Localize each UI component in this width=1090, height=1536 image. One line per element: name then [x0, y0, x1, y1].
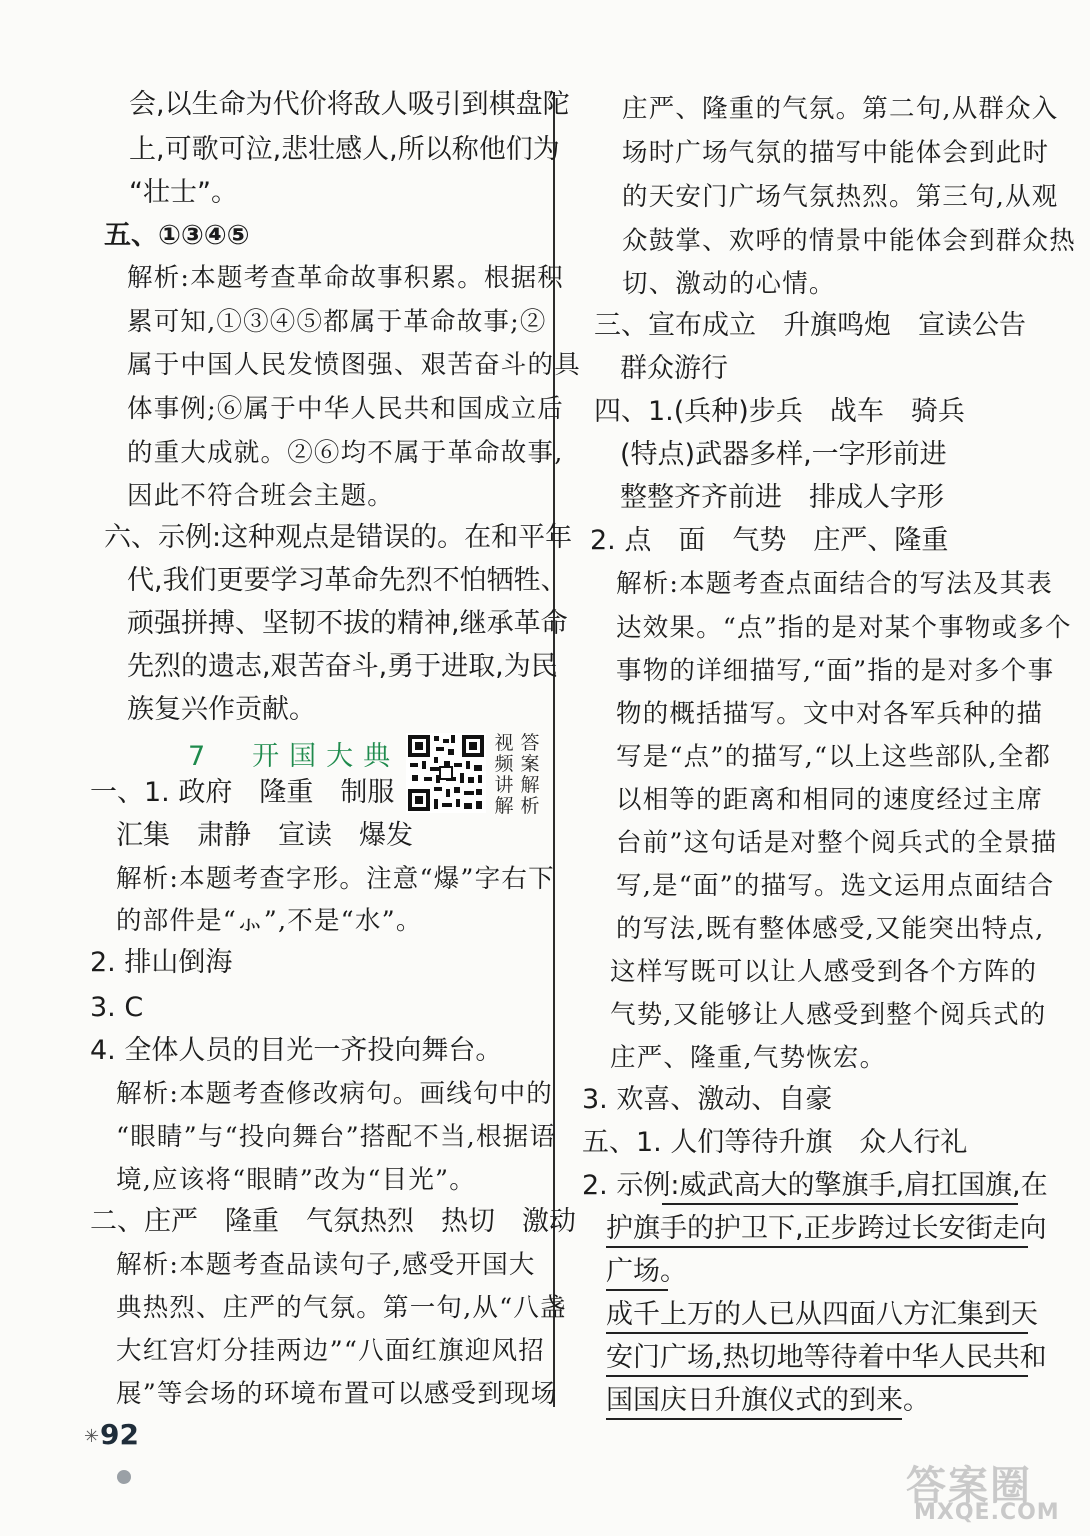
text-line: 广场。 — [606, 1256, 687, 1287]
text-line: 群众游行 — [620, 353, 728, 384]
answer-heading: 二、庄严 隆重 气氛热烈 热切 激动 — [90, 1206, 576, 1237]
analysis-line: “眼睛”与“投向舞台”搭配不当,根据语 — [116, 1122, 557, 1152]
watermark-site: MXQE.COM — [914, 1500, 1060, 1525]
underline-mark — [606, 1246, 1028, 1248]
analysis-line: 解析:本题考查革命故事积累。根据积 — [127, 263, 564, 293]
watermark-logo: 答案圈 — [906, 1463, 1032, 1509]
text-line: 会,以生命为代价将敌人吸引到棋盘陀 — [129, 89, 570, 120]
underline-mark — [606, 1375, 1028, 1377]
text-line: 3. 欢喜、激动、自豪 — [582, 1084, 833, 1115]
text-line: 汇集 肃静 宣读 爆发 — [116, 820, 413, 851]
text-line: 上,可歌可泣,悲壮感人,所以称他们为 — [129, 134, 560, 165]
text-line: 2. 排山倒海 — [90, 947, 233, 978]
text-line: 六、示例:这种观点是错误的。在和平年 — [104, 522, 573, 553]
page-dot-icon — [117, 1470, 131, 1484]
analysis-line: 众鼓掌、欢呼的情景中能体会到群众热 — [622, 226, 1076, 256]
text-line: 3. C — [90, 992, 144, 1023]
analysis-line: 体事例;⑥属于中华人民共和国成立后 — [127, 394, 564, 424]
analysis-line: 台前”这句话是对整个阅兵式的全景描 — [616, 828, 1058, 858]
text-line: 2. 示例:威武高大的擎旗手,肩扛国旗,在 — [582, 1170, 1048, 1201]
underline-mark — [606, 1332, 1028, 1334]
text-line: 顽强拼搏、坚韧不拔的精神,继承革命 — [127, 608, 568, 639]
text-line: 护旗手的护卫下,正步跨过长安街走向 — [606, 1213, 1047, 1244]
text-line: 代,我们更要学习革命先烈不怕牺牲、 — [127, 565, 568, 596]
text-line: 先烈的遗志,艰苦奋斗,勇于进取,为民 — [127, 651, 558, 682]
text-line: 2. 点 面 气势 庄严、隆重 — [590, 525, 949, 556]
analysis-line: 解析:本题考查点面结合的写法及其表 — [616, 569, 1053, 599]
qr-code-icon — [406, 733, 486, 813]
page-number: 92 — [100, 1418, 139, 1451]
decorative-star-icon: ✳ — [84, 1426, 100, 1447]
analysis-line: 事物的详细描写,“面”指的是对多个事 — [616, 656, 1055, 686]
analysis-line: 达效果。“点”指的是对某个事物或多个 — [616, 613, 1072, 643]
text-line: 国国庆日升旗仪式的到来。 — [606, 1385, 930, 1416]
qr-code[interactable] — [406, 733, 486, 813]
answer-heading: 四、1.(兵种)步兵 战车 骑兵 — [594, 396, 965, 427]
video-explanation-label: 视频讲解 — [494, 732, 514, 817]
answer-heading: 五、①③④⑤ — [104, 220, 250, 251]
analysis-line: 切、激动的心情。 — [622, 269, 836, 299]
text-line: “壮士”。 — [129, 177, 238, 208]
answer-heading: 五、1. 人们等待升旗 众人行礼 — [582, 1127, 968, 1158]
watermark — [906, 1454, 1072, 1528]
text-line: (特点)武器多样,一字形前进 — [620, 439, 947, 470]
analysis-line: 属于中国人民发愤图强、艰苦奋斗的具 — [127, 350, 581, 380]
analysis-line: 解析:本题考查品读句子,感受开国大 — [116, 1250, 536, 1280]
analysis-line: 气势,又能够让人感受到整个阅兵式的 — [610, 1000, 1047, 1030]
analysis-line: 大红宫灯分挂两边”“八面红旗迎风招 — [116, 1336, 545, 1366]
analysis-line: 累可知,①③④⑤都属于革命故事;② — [127, 307, 547, 337]
analysis-line: 解析:本题考查修改病句。画线句中的 — [116, 1079, 553, 1109]
answer-heading: 一、1. 政府 隆重 制服 — [90, 777, 395, 808]
analysis-line: 写,是“面”的描写。选文运用点面结合 — [616, 871, 1055, 901]
analysis-line: 写是“点”的描写,“以上这些部队,全都 — [616, 742, 1052, 772]
text-line: 整整齐齐前进 排成人字形 — [620, 482, 944, 513]
answer-analysis-label: 答案解析 — [520, 732, 540, 817]
analysis-line: 的重大成就。②⑥均不属于革命故事, — [127, 438, 564, 468]
analysis-line: 因此不符合班会主题。 — [127, 481, 395, 511]
analysis-line: 典热烈、庄严的气氛。第一句,从“八盏 — [116, 1293, 567, 1323]
underline-mark — [662, 1203, 1018, 1205]
analysis-line: 以相等的距离和相同的速度经过主席 — [616, 785, 1044, 815]
analysis-line: 庄严、隆重,气势恢宏。 — [610, 1043, 887, 1073]
text-line: 4. 全体人员的目光一齐投向舞台。 — [90, 1035, 503, 1066]
analysis-line: 解析:本题考查字形。注意“爆”字右下 — [116, 864, 555, 894]
analysis-line: 的部件是“⺗”,不是“水”。 — [116, 906, 423, 936]
underline-mark — [606, 1418, 902, 1420]
chapter-title: 7 开国大典 — [188, 741, 401, 772]
analysis-line: 展”等会场的环境布置可以感受到现场 — [116, 1379, 558, 1409]
analysis-line: 这样写既可以让人感受到各个方阵的 — [610, 957, 1038, 987]
analysis-line: 场时广场气氛的描写中能体会到此时 — [622, 138, 1050, 168]
text-line: 成千上万的人已从四面八方汇集到天 — [606, 1299, 1038, 1330]
underline-mark — [606, 1289, 668, 1291]
analysis-line: 的天安门广场气氛热烈。第三句,从观 — [622, 182, 1059, 212]
analysis-line: 境,应该将“眼睛”改为“目光”。 — [116, 1165, 476, 1195]
analysis-line: 物的概括描写。文中对各军兵种的描 — [616, 699, 1044, 729]
text-line: 族复兴作贡献。 — [127, 694, 316, 725]
answer-heading: 三、宣布成立 升旗鸣炮 宣读公告 — [594, 310, 1026, 341]
analysis-line: 的写法,既有整体感受,又能突出特点, — [616, 914, 1045, 944]
analysis-line: 庄严、隆重的气氛。第二句,从群众入 — [622, 94, 1059, 124]
text-line: 安门广场,热切地等待着中华人民共和 — [606, 1342, 1047, 1373]
